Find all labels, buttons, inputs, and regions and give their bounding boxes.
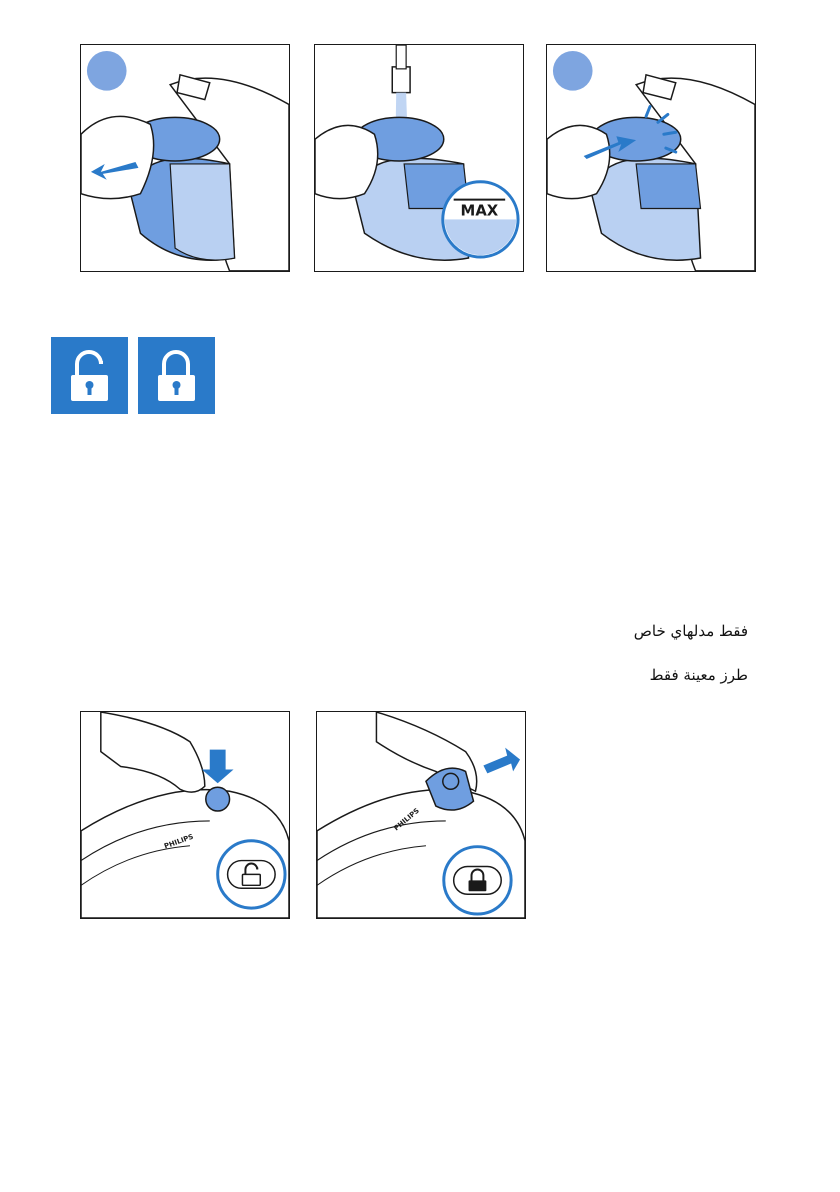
illustration-step-2 <box>314 44 524 272</box>
illustration-step-4 <box>80 711 290 919</box>
svg-text:PHILIPS: PHILIPS <box>392 806 421 833</box>
svg-text:PHILIPS: PHILIPS <box>163 832 195 851</box>
press-button-arrow-icon <box>202 750 234 784</box>
step-badge <box>87 51 127 91</box>
unlocked-padlock-icon <box>51 337 128 414</box>
locked-padlock-icon <box>138 337 215 414</box>
text-line-1: فقط مدلهاي خاص <box>633 622 748 640</box>
water-tap-icon <box>392 67 410 93</box>
illustration-step-3 <box>546 44 756 272</box>
max-label: MAX <box>460 201 499 220</box>
illustration-step-1 <box>80 44 290 272</box>
slide-lock-arrow-icon <box>483 748 520 774</box>
text-line-2: طرز معينة فقط <box>649 666 748 684</box>
step-badge <box>553 51 593 91</box>
illustration-step-5 <box>316 711 526 919</box>
